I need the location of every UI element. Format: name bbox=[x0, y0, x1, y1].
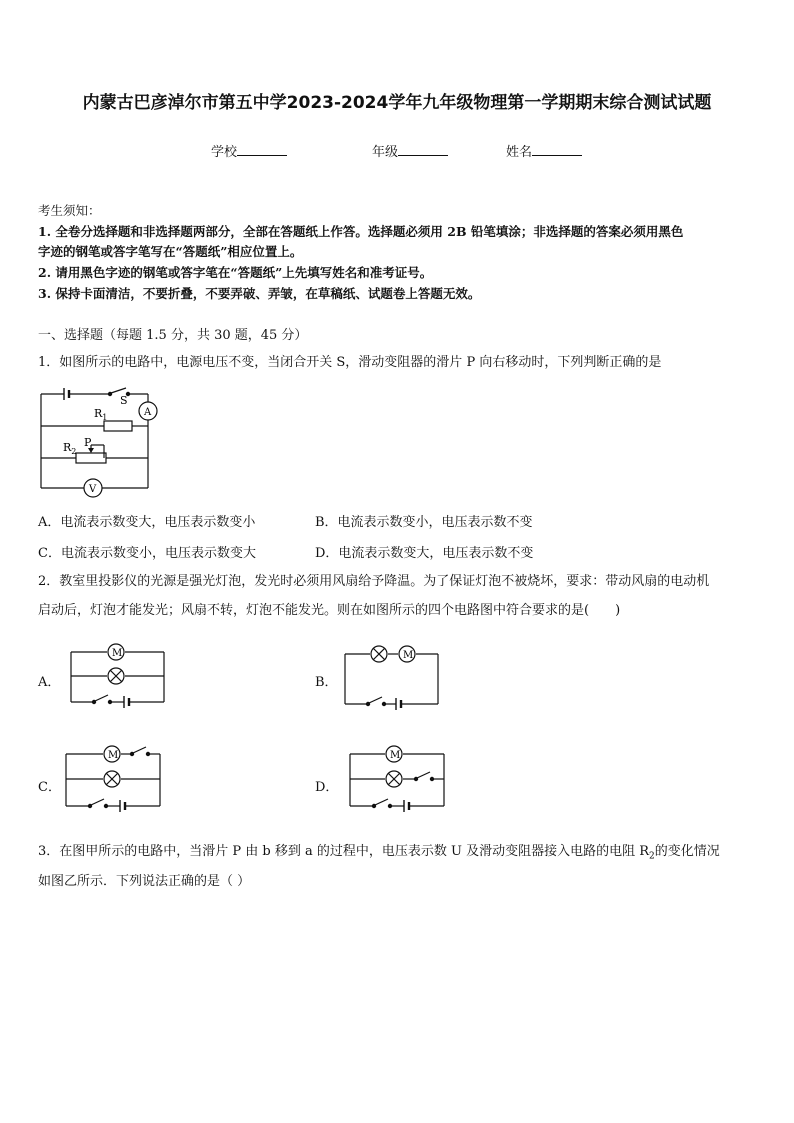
school-blank[interactable] bbox=[237, 143, 287, 156]
svg-text:M: M bbox=[112, 648, 123, 659]
svg-text:M: M bbox=[390, 750, 401, 761]
name-label: 姓名 bbox=[506, 145, 533, 160]
question-1-option-d[interactable]: D．电流表示数变大，电压表示数不变 bbox=[315, 546, 534, 561]
question-1-option-c[interactable]: C．电流表示数变小，电压表示数变大 bbox=[38, 546, 256, 561]
school-label: 学校 bbox=[211, 145, 238, 160]
question-3-stem-line-1: 3．在图甲所示的电路中，当滑片 P 由 b 移到 a 的过程中，电压表示数 U 及滑动变阻器接入电路的电阻 $R_2$的变化情况 bbox=[38, 844, 720, 862]
label-r1: $R_1$ bbox=[94, 407, 108, 422]
notice-item-3: 3. 保持卡面清洁，不要折叠，不要弄破、弄皱，在草稿纸、试题卷上答题无效。 bbox=[38, 286, 481, 301]
question-2-circuit-a bbox=[66, 640, 170, 724]
notice-heading: 考生须知： bbox=[38, 203, 101, 218]
svg-text:M: M bbox=[108, 750, 119, 761]
question-2-stem-line-1: 2．教室里投影仪的光源是强光灯泡，发光时必须用风扇给予降温。为了保证灯泡不被烧坏，要求：带动风扇的电动机 bbox=[38, 574, 710, 589]
name-blank[interactable] bbox=[532, 143, 582, 156]
question-2-circuit-c bbox=[60, 740, 166, 826]
notice-item-1-line-2: 字迹的钢笔或答字笔写在“答题纸”相应位置上。 bbox=[38, 244, 303, 259]
voltmeter-icon: V bbox=[89, 484, 97, 495]
question-1-option-b[interactable]: B．电流表示数变小，电压表示数不变 bbox=[315, 515, 533, 530]
grade-blank[interactable] bbox=[398, 143, 448, 156]
question-2-label-b[interactable]: B． bbox=[315, 675, 338, 690]
grade-field bbox=[372, 141, 448, 160]
ammeter-icon: A bbox=[144, 407, 152, 418]
name-field bbox=[506, 141, 582, 160]
page-title: 内蒙古巴彦淖尔市第五中学2023-2024学年九年级物理第一学期期末综合测试试题 bbox=[82, 93, 712, 113]
question-1-stem: 1．如图所示的电路中，电源电压不变，当闭合开关 S，滑动变阻器的滑片 P 向右移动时，下列判断正确的是 bbox=[38, 355, 662, 370]
question-2-circuit-d bbox=[344, 740, 450, 826]
question-2-label-c[interactable]: C． bbox=[38, 780, 61, 795]
question-1-option-a[interactable]: A．电流表示数变大，电压表示数变小 bbox=[38, 515, 256, 530]
grade-label: 年级 bbox=[372, 145, 399, 160]
notice-item-1-line-1: 1. 全卷分选择题和非选择题两部分，全部在答题纸上作答。选择题必须用 2B 铅笔填涂；非选择题的答案必须用黑色 bbox=[38, 224, 684, 239]
school-field bbox=[211, 141, 287, 160]
question-3-stem-line-2: 如图乙所示．下列说法正确的是（ ） bbox=[38, 874, 251, 889]
svg-text:M: M bbox=[403, 650, 414, 661]
question-1-circuit-diagram bbox=[36, 380, 166, 498]
label-p: P bbox=[84, 436, 92, 449]
question-2-circuit-b bbox=[340, 640, 444, 724]
notice-item-2: 2. 请用黑色字迹的钢笔或答字笔在“答题纸”上先填写姓名和准考证号。 bbox=[38, 265, 433, 280]
question-2-label-d[interactable]: D． bbox=[315, 780, 339, 795]
label-s: S bbox=[120, 394, 128, 407]
label-r2: $R_2$ bbox=[63, 441, 77, 456]
question-2-stem-line-2: 启动后，灯泡才能发光；风扇不转，灯泡不能发光。则在如图所示的四个电路图中符合要求的是( ) bbox=[38, 603, 621, 618]
question-2-label-a[interactable]: A． bbox=[38, 675, 61, 690]
section-1-heading: 一、选择题（每题 1.5 分，共 30 题，45 分） bbox=[38, 328, 308, 343]
